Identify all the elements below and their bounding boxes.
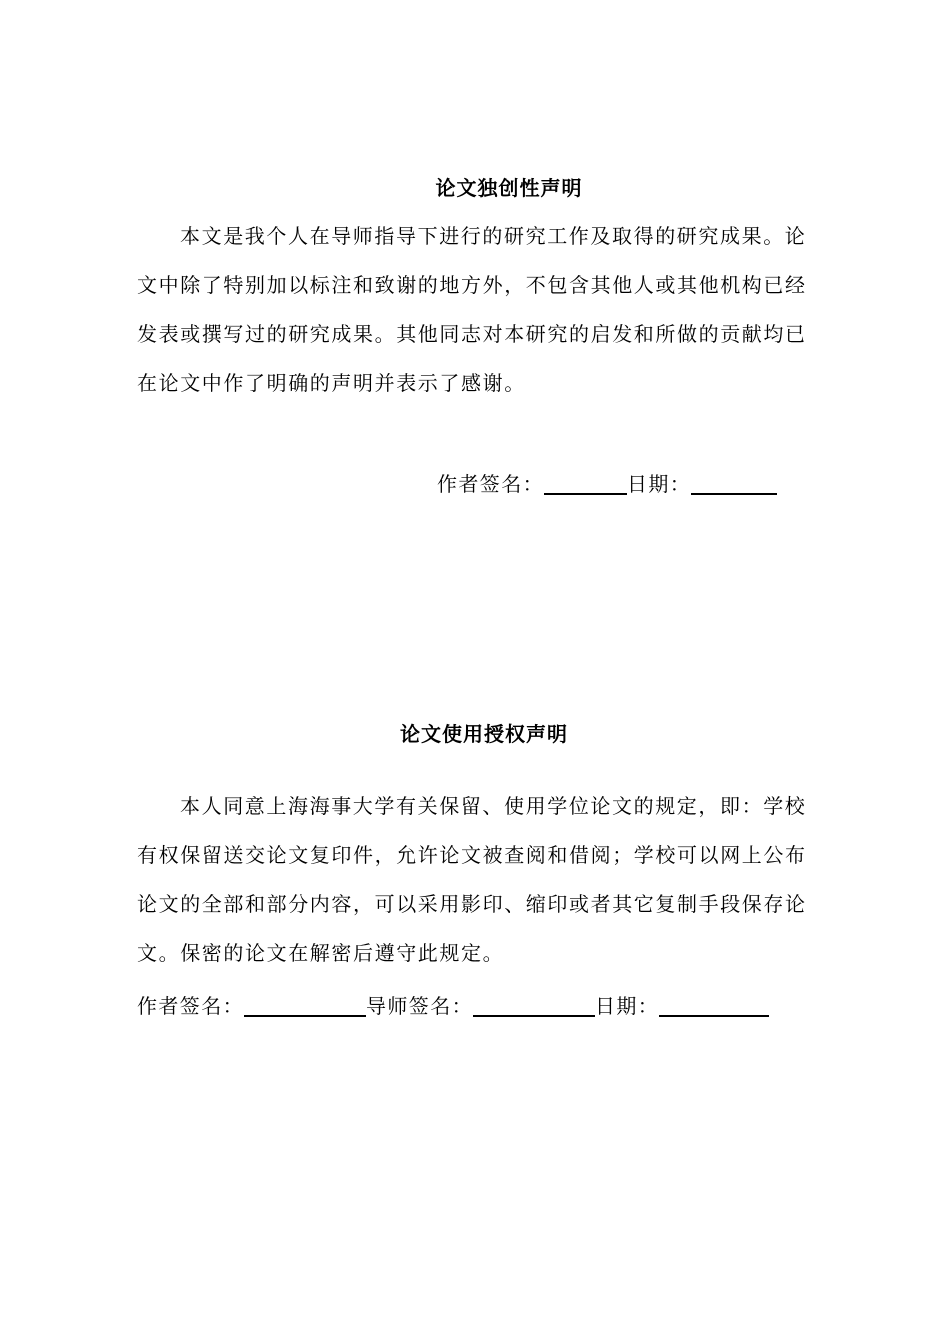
statement-line: 发表或撰写过的研究成果。其他同志对本研究的启发和所做的贡献均已 (137, 322, 807, 346)
author-signature-field[interactable] (544, 471, 627, 495)
date-label: 日期： (627, 472, 692, 496)
author-signature-label: 作者签名： (137, 994, 244, 1018)
originality-signature-row (437, 468, 777, 497)
authorization-title: 论文使用授权声明 (400, 722, 568, 746)
statement-line: 在论文中作了明确的声明并表示了感谢。 (137, 371, 526, 395)
advisor-signature-field[interactable] (473, 993, 595, 1017)
statement-line: 文。保密的论文在解密后遵守此规定。 (137, 941, 505, 965)
author-signature-field[interactable] (244, 993, 366, 1017)
date-label: 日期： (595, 994, 660, 1018)
statement-line: 本文是我个人在导师指导下进行的研究工作及取得的研究成果。论 (180, 224, 807, 248)
statement-line: 有权保留送交论文复印件，允许论文被查阅和借阅；学校可以网上公布 (137, 843, 807, 867)
authorization-signature-row (137, 990, 769, 1019)
originality-title: 论文独创性声明 (435, 176, 583, 200)
date-field[interactable] (691, 471, 777, 495)
statement-line: 文中除了特别加以标注和致谢的地方外，不包含其他人或其他机构已经 (137, 273, 807, 297)
date-field[interactable] (659, 993, 769, 1017)
statement-line: 本人同意上海海事大学有关保留、使用学位论文的规定，即：学校 (180, 794, 807, 818)
authorization-statement (137, 782, 837, 978)
statement-line: 论文的全部和部分内容，可以采用影印、缩印或者其它复制手段保存论 (137, 892, 807, 916)
originality-statement (137, 212, 837, 408)
advisor-signature-label: 导师签名： (366, 994, 473, 1018)
author-signature-label: 作者签名： (437, 472, 544, 496)
